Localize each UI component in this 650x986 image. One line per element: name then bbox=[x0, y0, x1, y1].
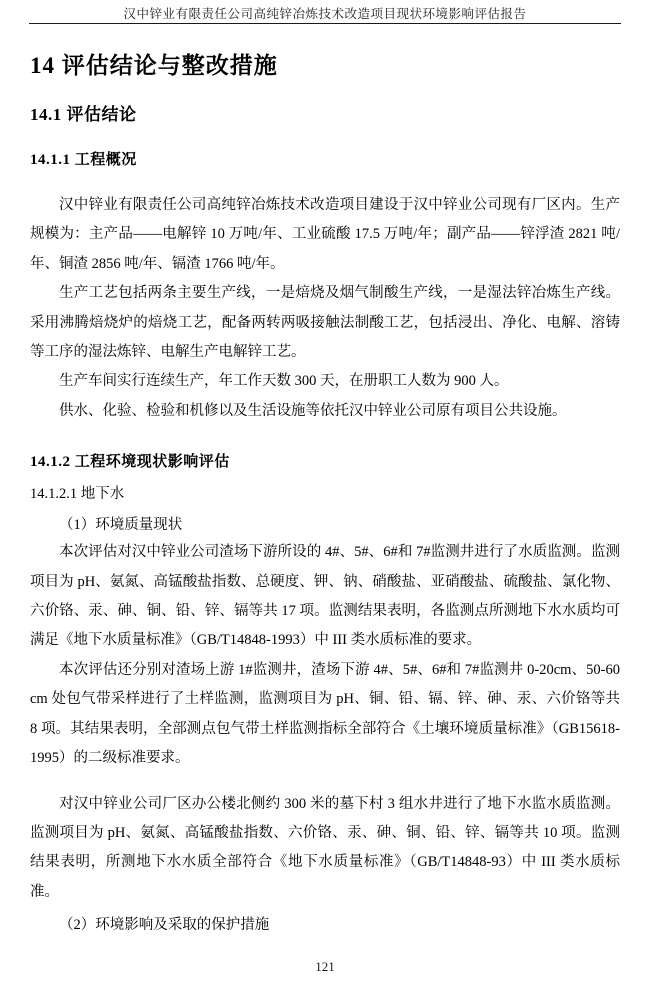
paragraph-working-days: 生产车间实行连续生产，年工作天数 300 天，在册职工人数为 900 人。 bbox=[59, 373, 509, 390]
subsection-heading-14-1-1: 14.1.1 工程概况 bbox=[30, 152, 137, 168]
paragraph-production-process: 生产工艺包括两条主要生产线，一是焙烧及烟气制酸生产线，一是湿法锌冶炼生产线。采用沸腾焙烧炉的焙烧工艺，配备两转两吸接触法制酸工艺，包括浸出、净化、电解、溶铸等工序的湿法炼锌、电解生产电解锌工艺。 bbox=[30, 285, 620, 361]
list-item-env-impact-measures: （2）环境影响及采取的保护措施 bbox=[59, 917, 270, 934]
list-item-env-quality-status: （1）环境质量现状 bbox=[59, 517, 183, 534]
subsection-heading-14-1-2: 14.1.2 工程环境现状影响评估 bbox=[30, 454, 230, 471]
paragraph-soil-sampling: 本次评估还分别对渣场上游 1#监测井，渣场下游 4#、5#、6#和 7#监测井 0-20cm、50-60cm 处包气带采样进行了土样监测，监测项目为 pH、铜、铅、镉、锌、砷、汞、六价铬等共 8 项。其结果表明，全部测点包气带土样监测指标全部符合《土壤环境质量标准》（GB15618-1995）的二级标准要求。 bbox=[30, 661, 620, 767]
running-header-title: 汉中锌业有限责任公司高纯锌冶炼技术改造项目现状环境影响评估报告 bbox=[123, 7, 527, 21]
paragraph-village-well-monitoring: 对汉中锌业公司厂区办公楼北侧约 300 米的墓下村 3 组水井进行了地下水监水质监测。监测项目为 pH、氨氮、高锰酸盐指数、六价铬、汞、砷、铜、铅、锌、镉等共 10 项。监测结果表明，所测地下水水质全部符合《地下水质量标准》（GB/T14848-93）中 III 类水质标准。 bbox=[30, 795, 620, 900]
header-rule bbox=[29, 23, 621, 24]
section-title: 14.1 评估结论 bbox=[30, 105, 137, 124]
paragraph-water-quality-monitoring: 本次评估对汉中锌业公司渣场下游所设的 4#、5#、6#和 7#监测井进行了水质监测。监测项目为 pH、氨氮、高锰酸盐指数、总硬度、钾、钠、硝酸盐、亚硝酸盐、硫酸盐、氯化物、六价铬、汞、砷、铜、铅、锌、镉等共 17 项。监测结果表明，各监测点所测地下水水质均可满足《地下水质量标准》（GB/T14848-1993）中 III 类水质标准的要求。 bbox=[30, 544, 620, 649]
page-number: 121 bbox=[315, 959, 335, 974]
subsubsection-heading-groundwater: 14.1.2.1 地下水 bbox=[30, 486, 125, 503]
page-content bbox=[30, 52, 620, 935]
page-header bbox=[0, 0, 650, 24]
chapter-title: 14 评估结论与整改措施 bbox=[30, 53, 278, 78]
paragraph-utilities: 供水、化验、检验和机修以及生活设施等依托汉中锌业公司原有项目公共设施。 bbox=[59, 402, 567, 419]
paragraph-project-overview: 汉中锌业有限责任公司高纯锌冶炼技术改造项目建设于汉中锌业公司现有厂区内。生产规模为：主产品——电解锌 10 万吨/年、工业硫酸 17.5 万吨/年；副产品——锌浮渣 2821 吨/年、铜渣 2856 吨/年、镉渣 1766 吨/年。 bbox=[30, 197, 620, 272]
